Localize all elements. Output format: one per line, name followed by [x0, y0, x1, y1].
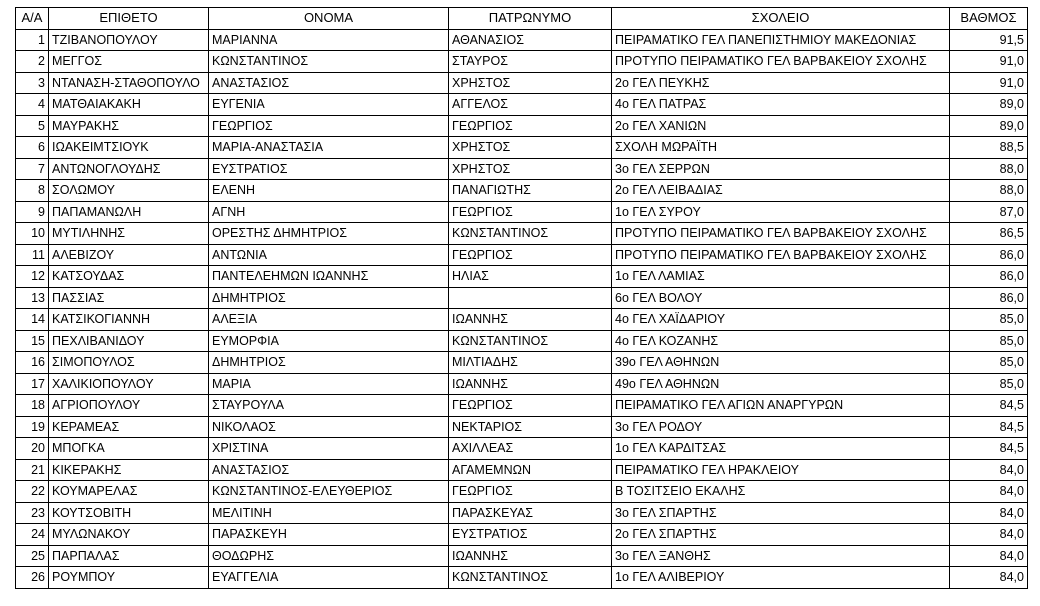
cell-father-name: ΧΡΗΣΤΟΣ [449, 72, 612, 94]
table-row [16, 524, 1028, 546]
cell-grade: 89,0 [950, 115, 1028, 137]
cell-index: 3 [16, 72, 49, 94]
cell-grade: 88,0 [950, 158, 1028, 180]
cell-first-name: ΔΗΜΗΤΡΙΟΣ [209, 352, 449, 374]
table-row [16, 244, 1028, 266]
cell-father-name: ΑΘΑΝΑΣΙΟΣ [449, 29, 612, 51]
cell-index: 18 [16, 395, 49, 417]
cell-grade: 85,0 [950, 309, 1028, 331]
cell-first-name: ΧΡΙΣΤΙΝΑ [209, 438, 449, 460]
cell-school: 3ο ΓΕΛ ΡΟΔΟΥ [612, 416, 950, 438]
cell-index: 4 [16, 94, 49, 116]
cell-surname: ΙΩΑΚΕΙΜΤΣΙΟΥΚ [49, 137, 209, 159]
cell-father-name: ΧΡΗΣΤΟΣ [449, 158, 612, 180]
cell-school: ΠΕΙΡΑΜΑΤΙΚΟ ΓΕΛ ΠΑΝΕΠΙΣΤΗΜΙΟΥ ΜΑΚΕΔΟΝΙΑΣ [612, 29, 950, 51]
cell-father-name [449, 287, 612, 309]
cell-father-name: ΗΛΙΑΣ [449, 266, 612, 288]
cell-school: ΠΕΙΡΑΜΑΤΙΚΟ ΓΕΛ ΗΡΑΚΛΕΙΟΥ [612, 459, 950, 481]
table-row [16, 545, 1028, 567]
cell-first-name: ΕΥΜΟΡΦΙΑ [209, 330, 449, 352]
cell-grade: 87,0 [950, 201, 1028, 223]
cell-index: 8 [16, 180, 49, 202]
table-row [16, 502, 1028, 524]
table-row [16, 180, 1028, 202]
cell-school: 1ο ΓΕΛ ΚΑΡΔΙΤΣΑΣ [612, 438, 950, 460]
cell-index: 17 [16, 373, 49, 395]
cell-index: 21 [16, 459, 49, 481]
cell-surname: ΠΑΡΠΑΛΑΣ [49, 545, 209, 567]
cell-surname: ΧΑΛΙΚΙΟΠΟΥΛΟΥ [49, 373, 209, 395]
cell-surname: ΠΑΣΣΙΑΣ [49, 287, 209, 309]
cell-surname: ΤΖΙΒΑΝΟΠΟΥΛΟΥ [49, 29, 209, 51]
cell-school: 3ο ΓΕΛ ΣΠΑΡΤΗΣ [612, 502, 950, 524]
cell-grade: 84,0 [950, 459, 1028, 481]
cell-index: 23 [16, 502, 49, 524]
cell-father-name: ΚΩΝΣΤΑΝΤΙΝΟΣ [449, 567, 612, 589]
cell-school: 3ο ΓΕΛ ΞΑΝΘΗΣ [612, 545, 950, 567]
cell-index: 11 [16, 244, 49, 266]
cell-first-name: ΑΛΕΞΙΑ [209, 309, 449, 331]
cell-index: 10 [16, 223, 49, 245]
cell-surname: ΣΙΜΟΠΟΥΛΟΣ [49, 352, 209, 374]
cell-school: 6ο ΓΕΛ ΒΟΛΟΥ [612, 287, 950, 309]
cell-first-name: ΕΥΓΕΝΙΑ [209, 94, 449, 116]
cell-first-name: ΑΓΝΗ [209, 201, 449, 223]
cell-first-name: ΜΑΡΙΑ [209, 373, 449, 395]
cell-grade: 88,5 [950, 137, 1028, 159]
header-father-name: ΠΑΤΡΩΝΥΜΟ [449, 8, 612, 30]
cell-father-name: ΣΤΑΥΡΟΣ [449, 51, 612, 73]
cell-surname: ΣΟΛΩΜΟΥ [49, 180, 209, 202]
cell-school: 39ο ΓΕΛ ΑΘΗΝΩΝ [612, 352, 950, 374]
cell-school: 4ο ΓΕΛ ΠΑΤΡΑΣ [612, 94, 950, 116]
cell-surname: ΚΕΡΑΜΕΑΣ [49, 416, 209, 438]
cell-index: 2 [16, 51, 49, 73]
cell-first-name: ΓΕΩΡΓΙΟΣ [209, 115, 449, 137]
table-row [16, 395, 1028, 417]
cell-index: 20 [16, 438, 49, 460]
cell-school: Β ΤΟΣΙΤΣΕΙΟ ΕΚΑΛΗΣ [612, 481, 950, 503]
cell-grade: 91,5 [950, 29, 1028, 51]
cell-father-name: ΑΓΑΜΕΜΝΩΝ [449, 459, 612, 481]
cell-first-name: ΘΟΔΩΡΗΣ [209, 545, 449, 567]
cell-school: 1ο ΓΕΛ ΣΥΡΟΥ [612, 201, 950, 223]
header-grade: ΒΑΘΜΟΣ [950, 8, 1028, 30]
cell-index: 1 [16, 29, 49, 51]
cell-father-name: ΓΕΩΡΓΙΟΣ [449, 481, 612, 503]
cell-father-name: ΚΩΝΣΤΑΝΤΙΝΟΣ [449, 223, 612, 245]
cell-index: 22 [16, 481, 49, 503]
cell-first-name: ΚΩΝΣΤΑΝΤΙΝΟΣ [209, 51, 449, 73]
cell-school: ΠΡΟΤΥΠΟ ΠΕΙΡΑΜΑΤΙΚΟ ΓΕΛ ΒΑΡΒΑΚΕΙΟΥ ΣΧΟΛΗΣ [612, 223, 950, 245]
cell-school: ΠΡΟΤΥΠΟ ΠΕΙΡΑΜΑΤΙΚΟ ΓΕΛ ΒΑΡΒΑΚΕΙΟΥ ΣΧΟΛΗΣ [612, 244, 950, 266]
cell-index: 12 [16, 266, 49, 288]
cell-father-name: ΕΥΣΤΡΑΤΙΟΣ [449, 524, 612, 546]
cell-grade: 84,5 [950, 438, 1028, 460]
table-row [16, 567, 1028, 589]
cell-grade: 86,5 [950, 223, 1028, 245]
cell-surname: ΚΑΤΣΟΥΔΑΣ [49, 266, 209, 288]
cell-first-name: ΕΛΕΝΗ [209, 180, 449, 202]
cell-surname: ΚΑΤΣΙΚΟΓΙΑΝΝΗ [49, 309, 209, 331]
cell-index: 15 [16, 330, 49, 352]
cell-grade: 84,0 [950, 502, 1028, 524]
cell-grade: 85,0 [950, 330, 1028, 352]
cell-father-name: ΓΕΩΡΓΙΟΣ [449, 395, 612, 417]
cell-first-name: ΚΩΝΣΤΑΝΤΙΝΟΣ-ΕΛΕΥΘΕΡΙΟΣ [209, 481, 449, 503]
cell-father-name: ΑΓΓΕΛΟΣ [449, 94, 612, 116]
table-row [16, 330, 1028, 352]
table-row [16, 115, 1028, 137]
header-row [16, 8, 1028, 30]
header-first-name: ΟΝΟΜΑ [209, 8, 449, 30]
table-row [16, 137, 1028, 159]
cell-grade: 84,0 [950, 481, 1028, 503]
cell-grade: 86,0 [950, 266, 1028, 288]
cell-surname: ΚΟΥΜΑΡΕΛΑΣ [49, 481, 209, 503]
cell-surname: ΜΥΤΙΛΗΝΗΣ [49, 223, 209, 245]
cell-surname: ΑΛΕΒΙΖΟΥ [49, 244, 209, 266]
cell-father-name: ΚΩΝΣΤΑΝΤΙΝΟΣ [449, 330, 612, 352]
cell-grade: 89,0 [950, 94, 1028, 116]
table-row [16, 287, 1028, 309]
cell-index: 5 [16, 115, 49, 137]
cell-first-name: ΑΝΑΣΤΑΣΙΟΣ [209, 459, 449, 481]
cell-grade: 85,0 [950, 352, 1028, 374]
cell-index: 19 [16, 416, 49, 438]
table-row [16, 352, 1028, 374]
cell-father-name: ΓΕΩΡΓΙΟΣ [449, 115, 612, 137]
cell-grade: 84,5 [950, 416, 1028, 438]
cell-surname: ΠΑΠΑΜΑΝΩΛΗ [49, 201, 209, 223]
cell-first-name: ΕΥΑΓΓΕΛΙΑ [209, 567, 449, 589]
cell-grade: 91,0 [950, 72, 1028, 94]
table-row [16, 29, 1028, 51]
cell-first-name: ΜΑΡΙΑΝΝΑ [209, 29, 449, 51]
cell-first-name: ΔΗΜΗΤΡΙΟΣ [209, 287, 449, 309]
cell-father-name: ΙΩΑΝΝΗΣ [449, 545, 612, 567]
cell-father-name: ΙΩΑΝΝΗΣ [449, 309, 612, 331]
cell-first-name: ΑΝΤΩΝΙΑ [209, 244, 449, 266]
cell-grade: 86,0 [950, 244, 1028, 266]
cell-first-name: ΠΑΡΑΣΚΕΥΗ [209, 524, 449, 546]
cell-school: 1ο ΓΕΛ ΑΛΙΒΕΡΙΟΥ [612, 567, 950, 589]
cell-surname: ΑΝΤΩΝΟΓΛΟΥΔΗΣ [49, 158, 209, 180]
cell-father-name: ΝΕΚΤΑΡΙΟΣ [449, 416, 612, 438]
cell-grade: 84,5 [950, 395, 1028, 417]
cell-surname: ΜΑΥΡΑΚΗΣ [49, 115, 209, 137]
cell-grade: 84,0 [950, 545, 1028, 567]
cell-first-name: ΑΝΑΣΤΑΣΙΟΣ [209, 72, 449, 94]
table-row [16, 481, 1028, 503]
cell-surname: ΚΟΥΤΣΟΒΙΤΗ [49, 502, 209, 524]
table-row [16, 94, 1028, 116]
cell-father-name: ΙΩΑΝΝΗΣ [449, 373, 612, 395]
cell-father-name: ΑΧΙΛΛΕΑΣ [449, 438, 612, 460]
cell-first-name: ΕΥΣΤΡΑΤΙΟΣ [209, 158, 449, 180]
cell-grade: 88,0 [950, 180, 1028, 202]
cell-index: 25 [16, 545, 49, 567]
cell-surname: ΜΥΛΩΝΑΚΟΥ [49, 524, 209, 546]
table-row [16, 51, 1028, 73]
cell-index: 26 [16, 567, 49, 589]
cell-school: 2ο ΓΕΛ ΛΕΙΒΑΔΙΑΣ [612, 180, 950, 202]
cell-grade: 86,0 [950, 287, 1028, 309]
cell-first-name: ΜΕΛΙΤΙΝΗ [209, 502, 449, 524]
cell-father-name: ΓΕΩΡΓΙΟΣ [449, 244, 612, 266]
cell-index: 7 [16, 158, 49, 180]
cell-surname: ΜΠΟΓΚΑ [49, 438, 209, 460]
table-row [16, 438, 1028, 460]
cell-surname: ΠΕΧΛΙΒΑΝΙΔΟΥ [49, 330, 209, 352]
cell-father-name: ΧΡΗΣΤΟΣ [449, 137, 612, 159]
cell-grade: 84,0 [950, 567, 1028, 589]
table-row [16, 266, 1028, 288]
cell-school: ΠΕΙΡΑΜΑΤΙΚΟ ΓΕΛ ΑΓΙΩΝ ΑΝΑΡΓΥΡΩΝ [612, 395, 950, 417]
header-school: ΣΧΟΛΕΙΟ [612, 8, 950, 30]
cell-first-name: ΝΙΚΟΛΑΟΣ [209, 416, 449, 438]
cell-school: 1ο ΓΕΛ ΛΑΜΙΑΣ [612, 266, 950, 288]
table-row [16, 201, 1028, 223]
cell-surname: ΡΟΥΜΠΟΥ [49, 567, 209, 589]
table-row [16, 309, 1028, 331]
cell-school: 49ο ΓΕΛ ΑΘΗΝΩΝ [612, 373, 950, 395]
table-row [16, 223, 1028, 245]
cell-index: 9 [16, 201, 49, 223]
cell-father-name: ΓΕΩΡΓΙΟΣ [449, 201, 612, 223]
cell-index: 24 [16, 524, 49, 546]
cell-surname: ΝΤΑΝΑΣΗ-ΣΤΑΘΟΠΟΥΛΟ [49, 72, 209, 94]
cell-school: 3ο ΓΕΛ ΣΕΡΡΩΝ [612, 158, 950, 180]
cell-first-name: ΟΡΕΣΤΗΣ ΔΗΜΗΤΡΙΟΣ [209, 223, 449, 245]
cell-school: 2ο ΓΕΛ ΠΕΥΚΗΣ [612, 72, 950, 94]
cell-index: 6 [16, 137, 49, 159]
header-surname: ΕΠΙΘΕΤΟ [49, 8, 209, 30]
results-table [15, 7, 1028, 589]
cell-grade: 85,0 [950, 373, 1028, 395]
cell-school: 2ο ΓΕΛ ΧΑΝΙΩΝ [612, 115, 950, 137]
cell-first-name: ΠΑΝΤΕΛΕΗΜΩΝ ΙΩΑΝΝΗΣ [209, 266, 449, 288]
cell-index: 16 [16, 352, 49, 374]
cell-school: ΠΡΟΤΥΠΟ ΠΕΙΡΑΜΑΤΙΚΟ ΓΕΛ ΒΑΡΒΑΚΕΙΟΥ ΣΧΟΛΗΣ [612, 51, 950, 73]
cell-index: 14 [16, 309, 49, 331]
cell-school: 4ο ΓΕΛ ΧΑΪΔΑΡΙΟΥ [612, 309, 950, 331]
cell-school: 2ο ΓΕΛ ΣΠΑΡΤΗΣ [612, 524, 950, 546]
cell-first-name: ΜΑΡΙΑ-ΑΝΑΣΤΑΣΙΑ [209, 137, 449, 159]
cell-surname: ΜΑΤΘΑΙΑΚΑΚΗ [49, 94, 209, 116]
table-row [16, 158, 1028, 180]
cell-father-name: ΠΑΡΑΣΚΕΥΑΣ [449, 502, 612, 524]
table-row [16, 459, 1028, 481]
table-row [16, 72, 1028, 94]
cell-first-name: ΣΤΑΥΡΟΥΛΑ [209, 395, 449, 417]
table-body [16, 29, 1028, 588]
table-row [16, 416, 1028, 438]
cell-grade: 84,0 [950, 524, 1028, 546]
cell-index: 13 [16, 287, 49, 309]
cell-grade: 91,0 [950, 51, 1028, 73]
cell-surname: ΚΙΚΕΡΑΚΗΣ [49, 459, 209, 481]
cell-surname: ΜΕΓΓΟΣ [49, 51, 209, 73]
cell-father-name: ΠΑΝΑΓΙΩΤΗΣ [449, 180, 612, 202]
cell-school: 4ο ΓΕΛ ΚΟΖΑΝΗΣ [612, 330, 950, 352]
header-index: Α/Α [16, 8, 49, 30]
table-header [16, 8, 1028, 30]
cell-father-name: ΜΙΛΤΙΑΔΗΣ [449, 352, 612, 374]
cell-surname: ΑΓΡΙΟΠΟΥΛΟΥ [49, 395, 209, 417]
cell-school: ΣΧΟΛΗ ΜΩΡΑΪΤΗ [612, 137, 950, 159]
table-row [16, 373, 1028, 395]
